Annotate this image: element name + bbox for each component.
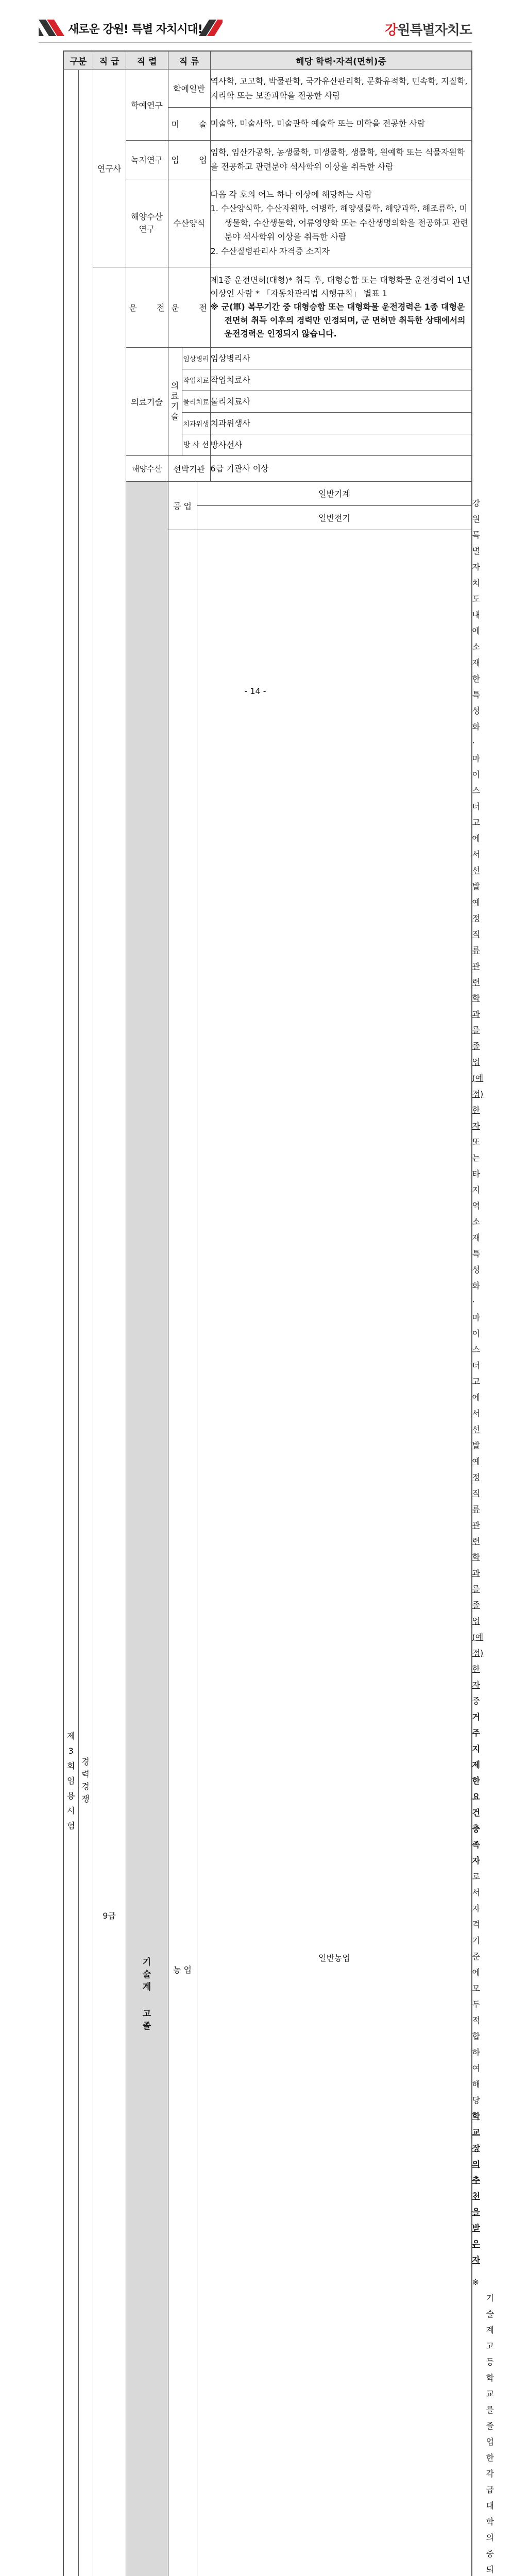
tech-desc-a: 강원특별자치도 내에 소재한 특성화·마이스터고에서 <box>472 498 480 859</box>
forestry-a: 임 <box>172 154 179 165</box>
forestry-b: 업 <box>199 154 207 165</box>
header-jikryeol: 직 렬 <box>126 51 168 70</box>
exam-round-label: 제3회 임용시험 <box>67 1728 75 1833</box>
grade-9-cell <box>93 267 126 2576</box>
art-a: 미 <box>172 118 179 130</box>
tech-label-2: 고졸 <box>142 2008 151 2032</box>
dental: 치과위생 <box>183 420 209 428</box>
tech-desc-b: 또는 타지역 소재 특성화·마이스터고에서 <box>472 1137 480 1418</box>
tech-desc-d: 로서 자격기준에 모두 적합하여 해당 <box>472 1872 480 2105</box>
medtech-series: 의료기술 <box>131 397 163 407</box>
radiology: 방 사 선 <box>183 441 209 449</box>
grade-9: 9급 <box>103 1911 116 1921</box>
general-electric-cell <box>197 505 472 530</box>
hakye-general: 학예일반 <box>173 84 205 94</box>
aquaculture-item2: 2. 수산질병관리사 자격증 소지자 <box>211 244 472 259</box>
aquaculture: 수산양식 <box>173 218 205 228</box>
header-brand <box>385 20 472 39</box>
marine-series-2: 연구 <box>126 223 168 235</box>
hakye-series: 학예연구 <box>131 100 163 110</box>
ship-engine-cell <box>168 455 210 481</box>
exam-round-cell <box>63 70 78 2576</box>
driving-note: ※ 군(軍) 복무기간 중 대형승합 또는 대형화물 운전경력은 1종 대형운전면허 취득 이후의 경력만 인정되며, 군 면허만 취득한 상태에서의 운전경력은 인정되지 않습니다. <box>211 300 472 341</box>
qualification-table <box>63 50 472 2576</box>
dental-desc: 치과위생사 <box>210 412 472 434</box>
tech-label-1: 기술계 <box>142 1956 151 1993</box>
clinical-path-cell <box>182 347 210 369</box>
medtech-class: 의료기술 <box>171 381 179 422</box>
slash-logo-right-icon <box>199 20 223 36</box>
art-b: 술 <box>199 118 207 130</box>
physical-desc: 물리치료사 <box>210 391 472 412</box>
hakye-general-desc: 역사학, 고고학, 박물관학, 국가유산관리학, 문화유적학, 민속학, 지질학, 지리학 또는 보존과학을 전공한 사람 <box>210 70 472 107</box>
industry: 공 업 <box>173 501 192 511</box>
medtech-series-cell <box>126 347 168 455</box>
clinical-path: 임상병리 <box>183 355 209 363</box>
header-jikryu: 직 류 <box>168 51 210 70</box>
brand-accent: 강 <box>385 23 397 38</box>
aquaculture-item1: 1. 수산양식학, 수산자원학, 어병학, 해양생물학, 해양과학, 해조류학, 미생물학, 수산생물학, 어류영양학 또는 수산생명의학을 전공하고 관련분야 석사학위 이상을 취득한 사람 <box>211 201 472 244</box>
greenery-series: 녹지연구 <box>131 155 163 165</box>
tech-desc-bu: 학교장의 추천을 받은 자 <box>472 2111 480 2265</box>
physical: 물리치료 <box>183 399 209 406</box>
tech-note1: ※ 기술계 고등학교를 졸업한 각급 대학의 중퇴 <box>472 2274 486 2576</box>
agri: 농 업 <box>173 1965 192 1975</box>
radiology-cell <box>182 434 210 455</box>
page-number: - 14 - <box>0 686 510 696</box>
brand-rest: 원특별자치도 <box>397 23 472 38</box>
medtech-class-cell <box>168 347 182 455</box>
page-header <box>0 0 510 41</box>
art-cell <box>168 107 210 140</box>
aquaculture-cell <box>168 179 210 267</box>
grade-researcher: 연구사 <box>97 164 121 174</box>
driving-desc <box>210 267 472 347</box>
slash-logo-left-icon <box>39 20 64 36</box>
tech-desc-u2: 선발예정직류 관련학과를 졸업(예정)한 자 <box>472 1425 484 1690</box>
general-agri: 일반농업 <box>318 1953 350 1963</box>
header-qualification: 해당 학력·자격(면허)증 <box>210 51 472 70</box>
driving-class-a: 운 <box>172 301 179 313</box>
greenery-series-cell <box>126 140 168 179</box>
tech-desc-u1: 선발예정직류 관련학과를 졸업(예정)한 자 <box>472 866 484 1131</box>
tech-desc-bold: 거주지제한 요건 충족자 <box>472 1712 480 1866</box>
exam-type-cell <box>78 70 93 2576</box>
tech-label-cell <box>126 481 168 2576</box>
general-agri-cell <box>197 530 472 2576</box>
driving-desc-main: 제1종 운전면허(대형)* 취득 후, 대형승합 또는 대형화물 운전경력이 1년 이상인 사람 * 「자동차관리법 시행규칙」 별표 1 <box>211 274 472 300</box>
occupational-desc: 작업치료사 <box>210 369 472 391</box>
driving-series-b: 전 <box>157 301 164 313</box>
header-divider <box>39 42 472 43</box>
radiology-desc: 방사선사 <box>210 434 472 455</box>
exam-type-label: 경력경쟁 <box>81 1756 90 1805</box>
physical-cell <box>182 391 210 412</box>
occupational-cell <box>182 369 210 391</box>
driving-class-b: 전 <box>199 301 207 313</box>
marine-series-cell <box>126 179 168 267</box>
header-slogan: 새로운 강원! 특별 자치시대! <box>68 21 202 37</box>
hakye-series-cell <box>126 70 168 140</box>
header-gubun: 구분 <box>63 51 93 70</box>
general-electric: 일반전기 <box>318 513 350 523</box>
aquaculture-intro: 다음 각 호의 어느 하나 이상에 해당하는 사람 <box>211 188 472 202</box>
ship-engine-desc: 6급 기관사 이상 <box>210 455 472 481</box>
art-desc: 미술학, 미술사학, 미술관학 예술학 또는 미학을 전공한 사람 <box>210 107 472 140</box>
driving-class-cell <box>168 267 210 347</box>
general-machine: 일반기계 <box>318 489 350 499</box>
aquaculture-desc <box>210 179 472 267</box>
driving-series-a: 운 <box>129 301 137 313</box>
clinical-path-desc: 임상병리사 <box>210 347 472 369</box>
marine-series-1: 해양수산 <box>126 211 168 223</box>
forestry-cell <box>168 140 210 179</box>
occupational: 작업치료 <box>183 377 209 385</box>
hakye-general-cell <box>168 70 210 107</box>
general-machine-cell <box>197 481 472 505</box>
marine2-series-cell <box>126 455 168 481</box>
grade-researcher-cell <box>93 70 126 267</box>
forestry-desc: 임학, 임산가공학, 농생물학, 미생물학, 생물학, 원예학 또는 식물자원학을 전공하고 관련분야 석사학위 이상을 취득한 사람 <box>210 140 472 179</box>
marine2-series: 해양수산 <box>132 464 162 473</box>
agri-cell <box>168 530 197 2576</box>
driving-series-cell <box>126 267 168 347</box>
dental-cell <box>182 412 210 434</box>
header-jikgeup: 직 급 <box>93 51 126 70</box>
industry-cell <box>168 481 197 530</box>
ship-engine: 선박기관 <box>173 464 205 474</box>
tech-desc-c: 중 <box>472 1696 480 1706</box>
